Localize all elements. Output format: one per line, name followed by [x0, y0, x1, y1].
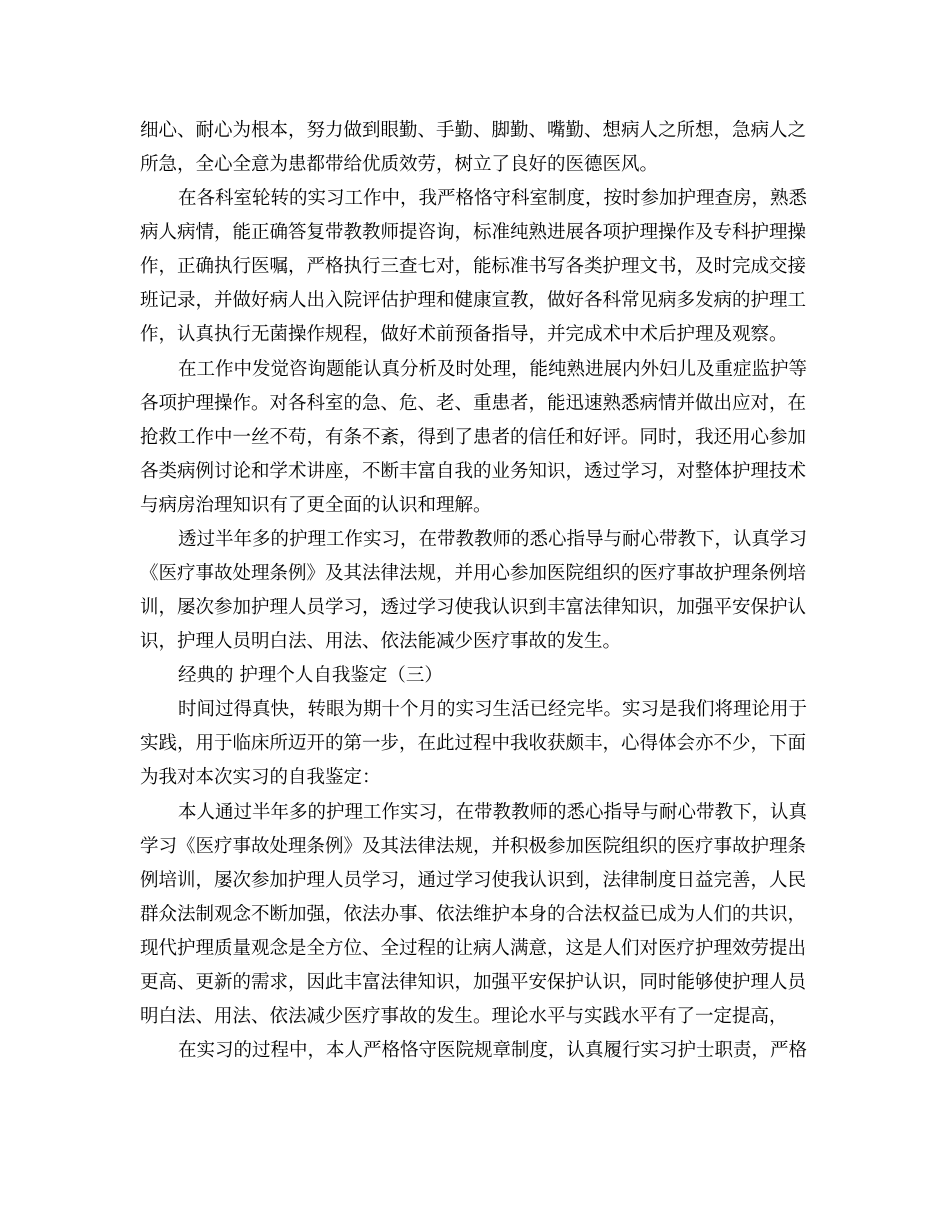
text-line: 各项护理操作。对各科室的急、危、老、重患者，能迅速熟悉病情并做出应对，在	[140, 393, 807, 414]
text-line: 例培训，屡次参加护理人员学习，通过学习使我认识到，法律制度日益完善，人民	[140, 870, 807, 891]
text-line: 与病房治理知识有了更全面的认识和理解。	[140, 495, 492, 516]
text-line: 群众法制观念不断加强，依法办事、依法维护本身的合法权益已成为人们的共识，	[140, 904, 807, 925]
text-line: 所急，全心全意为患都带给优质效劳，树立了良好的医德医风。	[140, 154, 659, 175]
text-line: 更高、更新的需求，因此丰富法律知识，加强平安保护认识，同时能够使护理人员	[140, 972, 807, 993]
text-line: 识，护理人员明白法、用法、依法能减少医疗事故的发生。	[140, 631, 622, 652]
text-line: 为我对本次实习的自我鉴定：	[140, 767, 381, 788]
text-line: 细心、耐心为根本，努力做到眼勤、手勤、脚勤、嘴勤、想病人之所想，急病人之	[140, 120, 807, 141]
text-line: 作，认真执行无菌操作规程，做好术前预备指导，并完成术中术后护理及观察。	[140, 324, 788, 345]
text-line: 各类病例讨论和学术讲座，不断丰富自我的业务知识，透过学习，对整体护理技术	[140, 461, 807, 482]
text-line: 现代护理质量观念是全方位、全过程的让病人满意，这是人们对医疗护理效劳提出	[140, 938, 807, 959]
text-line: 在各科室轮转的实习工作中，我严格恪守科室制度，按时参加护理查房，熟悉	[178, 188, 808, 209]
text-line: 作，正确执行医嘱，严格执行三查七对，能标准书写各类护理文书，及时完成交接	[140, 256, 807, 277]
text-line: 在实习的过程中，本人严格恪守医院规章制度，认真履行实习护士职责，严格	[178, 1040, 808, 1061]
text-line: 时间过得真快，转眼为期十个月的实习生活已经完毕。实习是我们将理论用于	[178, 699, 808, 720]
text-line: 《医疗事故处理条例》及其法律法规，并用心参加医院组织的医疗事故护理条例培	[140, 563, 807, 584]
text-line: 实践，用于临床所迈开的第一步，在此过程中我收获颇丰，心得体会亦不少，下面	[140, 733, 807, 754]
text-line: 学习《医疗事故处理条例》及其法律法规，并积极参加医院组织的医疗事故护理条	[140, 836, 807, 857]
section-heading: 经典的 护理个人自我鉴定（三）	[178, 665, 443, 686]
text-line: 在工作中发觉咨询题能认真分析及时处理，能纯熟进展内外妇儿及重症监护等	[178, 359, 808, 380]
text-line: 班记录，并做好病人出入院评估护理和健康宣教，做好各科常见病多发病的护理工	[140, 290, 807, 311]
text-line: 明白法、用法、依法减少医疗事故的发生。理论水平与实践水平有了一定提高，	[140, 1006, 788, 1027]
text-line: 本人通过半年多的护理工作实习，在带教教师的悉心指导与耐心带教下，认真	[178, 802, 808, 823]
text-line: 抢救工作中一丝不苟，有条不紊，得到了患者的信任和好评。同时，我还用心参加	[140, 427, 807, 448]
text-line: 病人病情，能正确答复带教教师提咨询，标准纯熟进展各项护理操作及专科护理操	[140, 222, 807, 243]
text-line: 透过半年多的护理工作实习，在带教教师的悉心指导与耐心带教下，认真学习	[178, 529, 808, 550]
text-line: 训，屡次参加护理人员学习，透过学习使我认识到丰富法律知识，加强平安保护认	[140, 597, 807, 618]
